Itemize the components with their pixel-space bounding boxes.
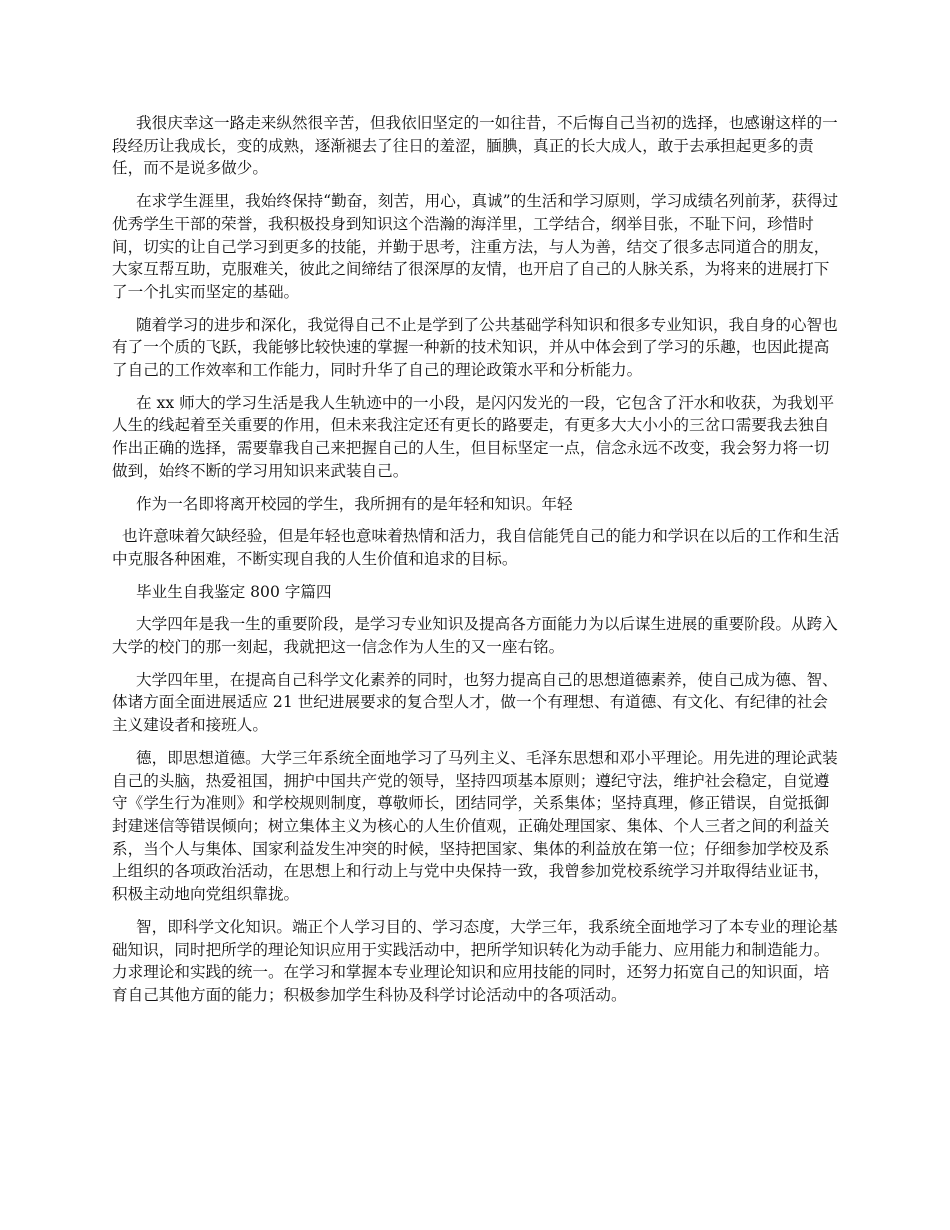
paragraph-2: 在求学生涯里，我始终保持“勤奋，刻苦，用心，真诚”的生活和学习原则，学习成绩名列前茅，获得过优秀学生干部的荣誉，我积极投身到知识这个浩瀚的海洋里，工学结合，纲举目张，不耻下问，珍惜时间，切实的让自己学习到更多的技能，并勤于思考，注重方法，与人为善，结交了很多志同道合的朋友，大家互帮互助，克服难关，彼此之间缔结了很深厚的友情，也开启了自己的人脉关系，为将来的进展打下了一个扎实而坚定的基础。 xyxy=(112,192,839,301)
paragraph-9: 德，即思想道德。大学三年系统全面地学习了马列主义、毛泽东思想和邓小平理论。用先进的理论武装自己的头脑，热爱祖国，拥护中国共产党的领导，坚持四项基本原则；遵纪守法，维护社会稳定，自觉遵守《学生行为准则》和学校规则制度，尊敬师长，团结同学，关系集体；坚持真理，修正错误，自觉抵御封建迷信等错误倾向；树立集体主义为核心的人生价值观，正确处理国家、集体、个人三者之间的利益关系，当个人与集体、国家利益发生冲突的时候，坚持把国家、集体的利益放在第一位；仔细参加学校及系上组织的各项政治活动，在思想上和行动上与党中央保持一致，我曾参加党校系统学习并取得结业证书，积极主动地向党组织靠拢。 xyxy=(112,748,838,904)
paragraph-1: 我很庆幸这一路走来纵然很辛苦，但我依旧坚定的一如往昔，不后悔自己当初的选择，也感谢这样的一段经历让我成长，变的成熟，逐渐褪去了往日的羞涩，腼腆，真正的长大成人，敢于去承担起更多的责任，而不是说多做少。 xyxy=(112,114,838,178)
paragraph-4: 在 xx 师大的学习生活是我人生轨迹中的一小段，是闪闪发光的一段，它包含了汗水和收获，为我划平人生的线起着至关重要的作用，但未来我注定还有更长的路要走，有更多大大小小的三岔口需要我去独自作出正确的选择，需要靠我自己来把握自己的人生，但目标坚定一点，信念永远不改变，我会努力将一切做到，始终不断的学习用知识来武装自己。 xyxy=(112,393,835,480)
paragraph-10: 智，即科学文化知识。端正个人学习目的、学习态度，大学三年，我系统全面地学习了本专业的理论基础知识，同时把所学的理论知识应用于实践活动中，把所学知识转化为动手能力、应用能力和制造能力。力求理论和实践的统一。在学习和掌握本专业理论知识和应用技能的同时，还努力拓宽自己的知识面，培育自己其他方面的能力；积极参加学生科协及科学讨论活动中的各项活动。 xyxy=(112,917,838,1004)
paragraph-8: 大学四年里，在提高自己科学文化素养的同时，也努力提高自己的思想道德素养，使自己成为德、智、体诸方面全面进展适应 21 世纪进展要求的复合型人才，做一个有理想、有道德、有文化、有纪律的社会主义建设者和接班人。 xyxy=(112,670,838,735)
paragraph-6: 也许意味着欠缺经验，但是年轻也意味着热情和活力，我自信能凭自己的能力和学识在以后的工作和生活中克服各种困难，不断实现自我的人生价值和追求的目标。 xyxy=(112,527,840,568)
paragraph-3: 随着学习的进步和深化，我觉得自己不止是学到了公共基础学科知识和很多专业知识，我自身的心智也有了一个质的飞跃，我能够比较快速的掌握一种新的技术知识，并从中体会到了学习的乐趣，也因此提高了自己的工作效率和工作能力，同时升华了自己的理论政策水平和分析能力。 xyxy=(112,315,838,380)
section-heading: 毕业生自我鉴定 800 字篇四 xyxy=(136,582,332,601)
paragraph-7: 大学四年是我一生的重要阶段，是学习专业知识及提高各方面能力为以后谋生进展的重要阶段。从跨入大学的校门的那一刻起，我就把这一信念作为人生的又一座右铭。 xyxy=(112,615,838,657)
document-body xyxy=(112,112,840,1017)
paragraph-5: 作为一名即将离开校园的学生，我所拥有的是年轻和知识。年轻 xyxy=(136,494,573,513)
